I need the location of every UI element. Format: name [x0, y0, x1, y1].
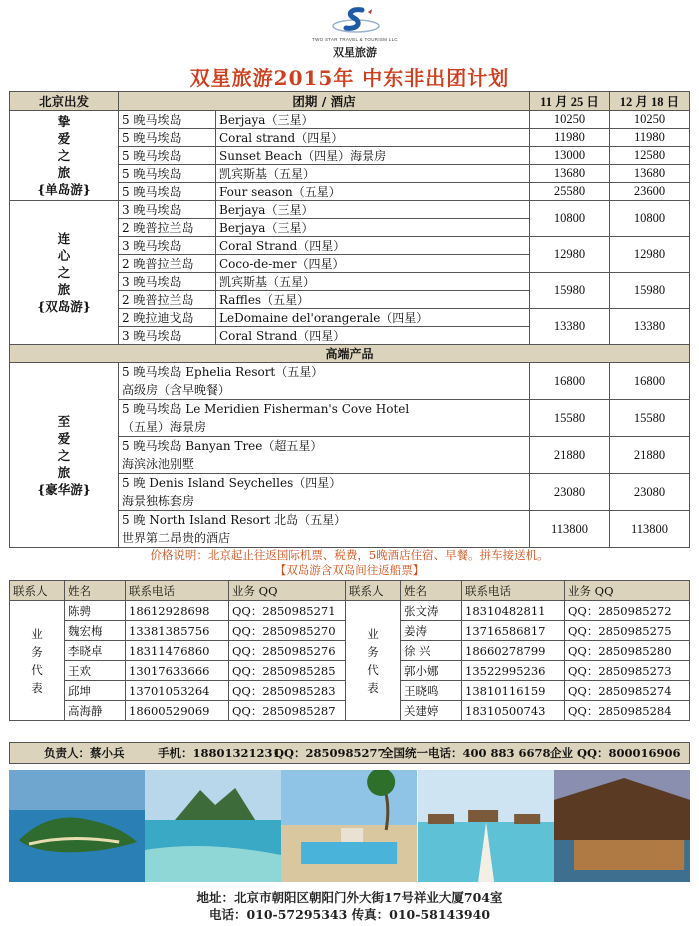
contact-name: 王欢 [65, 661, 126, 681]
price-cell: 12980 [610, 237, 690, 273]
hotel-cell: Coco-de-mer（四星） [216, 255, 530, 273]
nights-cell: 5 晚马埃岛 [119, 165, 216, 183]
header-contact: 联系人 [346, 581, 401, 601]
contact-phone: 18310482811 [462, 601, 565, 621]
hotel-cell: Berjaya（三星） [216, 201, 530, 219]
price-cell: 25580 [530, 183, 610, 201]
rep-label: 业 务 代 表 [346, 601, 401, 721]
schedule-table [9, 91, 690, 548]
contact-qq: QQ：2850985285 [229, 661, 346, 681]
contact-qq: QQ：2850985270 [229, 621, 346, 641]
table-row [10, 201, 690, 219]
price-cell: 13380 [610, 309, 690, 345]
table-row [10, 601, 690, 621]
contact-qq: QQ：2850985274 [565, 681, 690, 701]
photo-strip [9, 770, 690, 882]
nights-cell: 3 晚马埃岛 [119, 273, 216, 291]
contact-qq: QQ：2850985283 [229, 681, 346, 701]
contact-phone: 18612928698 [126, 601, 229, 621]
hotel-description-cell: 5 晚马埃岛 Le Meridien Fisherman's Cove Hotel （五星）海景房 [119, 400, 530, 437]
price-cell: 13000 [530, 147, 610, 165]
price-cell: 13380 [530, 309, 610, 345]
price-cell: 10800 [530, 201, 610, 237]
price-cell: 113800 [610, 511, 690, 548]
nights-cell: 5 晚马埃岛 [119, 129, 216, 147]
contact-qq: QQ：2850985287 [229, 701, 346, 721]
hotel-cell: 凯宾斯基（五星） [216, 165, 530, 183]
overwater-villa-photo [418, 770, 554, 882]
contact-name: 高海静 [65, 701, 126, 721]
nights-cell: 3 晚马埃岛 [119, 237, 216, 255]
price-cell: 16800 [530, 363, 610, 400]
hotel-cell: Four season（五星） [216, 183, 530, 201]
contact-phone: 13810116159 [462, 681, 565, 701]
highend-label: 高端产品 [10, 345, 690, 363]
contact-qq: QQ：2850985272 [565, 601, 690, 621]
page-title: 双星旅游2015年 中东非出团计划 [189, 66, 510, 90]
header-date-2: 12 月 18 日 [610, 92, 690, 111]
table-row [10, 111, 690, 129]
contact-phone: 18660278799 [462, 641, 565, 661]
price-cell: 10250 [530, 111, 610, 129]
price-cell: 11980 [530, 129, 610, 147]
contact-qq: QQ：2850985284 [565, 701, 690, 721]
price-cell: 15980 [530, 273, 610, 309]
sunset-villa-photo [554, 770, 690, 882]
footer-qq: QQ：2850985277 [274, 746, 386, 760]
price-cell: 12980 [530, 237, 610, 273]
price-note-ferry: 【双岛游含双岛间往返船票】 [274, 563, 425, 577]
price-cell: 21880 [530, 437, 610, 474]
hotel-cell: Coral Strand（四星） [216, 327, 530, 345]
price-cell: 11980 [610, 129, 690, 147]
contact-name: 王晓鸣 [401, 681, 462, 701]
nights-cell: 3 晚马埃岛 [119, 327, 216, 345]
footer-mobile: 手机：18801321231 [158, 746, 281, 760]
table-row [10, 363, 690, 400]
hotel-cell: LeDomaine del'orangerale（四星） [216, 309, 530, 327]
nights-cell: 3 晚马埃岛 [119, 201, 216, 219]
price-cell: 23080 [530, 474, 610, 511]
hotel-cell: Sunset Beach（四星）海景房 [216, 147, 530, 165]
header-tour-hotel: 团期 / 酒店 [119, 92, 530, 111]
contact-phone: 13701053264 [126, 681, 229, 701]
hotel-cell: Berjaya（三星） [216, 219, 530, 237]
header-phone: 联系电话 [462, 581, 565, 601]
nights-cell: 5 晚马埃岛 [119, 147, 216, 165]
price-cell: 12580 [610, 147, 690, 165]
schedule-header-row [10, 92, 690, 111]
contact-name: 邱坤 [65, 681, 126, 701]
nights-cell: 2 晚普拉兰岛 [119, 219, 216, 237]
contact-name: 徐 兴 [401, 641, 462, 661]
contact-qq: QQ：2850985271 [229, 601, 346, 621]
price-cell: 13680 [530, 165, 610, 183]
pool-photo [281, 770, 417, 882]
address-block [0, 889, 699, 923]
contact-qq: QQ：2850985276 [229, 641, 346, 661]
hotel-cell: 凯宾斯基（五星） [216, 273, 530, 291]
hotel-cell: Raffles（五星） [216, 291, 530, 309]
contact-qq: QQ：2850985273 [565, 661, 690, 681]
price-cell: 23080 [610, 474, 690, 511]
footer-hotline: 全国统一电话：400 883 6678 [382, 746, 551, 760]
price-notes [0, 548, 699, 578]
contact-name: 魏宏梅 [65, 621, 126, 641]
address-line: 地址：北京市朝阳区朝阳门外大街17号祥业大厦704室 [196, 890, 503, 905]
island-photo [9, 770, 145, 882]
price-note-line: 价格说明：北京起止往返国际机票、税费，5晚酒店住宿、早餐。拼车接送机。 [150, 548, 549, 562]
contact-qq: QQ：2850985275 [565, 621, 690, 641]
hotel-cell: Coral strand（四星） [216, 129, 530, 147]
hotel-description-cell: 5 晚 Denis Island Seychelles（四星） 海景独栋套房 [119, 474, 530, 511]
hotel-description-cell: 5 晚 North Island Resort 北岛（五星） 世界第二昂贵的酒店 [119, 511, 530, 548]
nights-cell: 2 晚拉迪戈岛 [119, 309, 216, 327]
price-cell: 15980 [610, 273, 690, 309]
price-cell: 10800 [610, 201, 690, 237]
header-departure: 北京出发 [10, 92, 119, 111]
group-label-single-island: 挚 爱 之 旅 {单岛游} [10, 111, 119, 201]
contact-phone: 13017633666 [126, 661, 229, 681]
price-cell: 15580 [530, 400, 610, 437]
price-cell: 13680 [610, 165, 690, 183]
header-phone: 联系电话 [126, 581, 229, 601]
hotel-cell: Coral Strand（四星） [216, 237, 530, 255]
contact-phone: 13716586817 [462, 621, 565, 641]
contact-phone: 13522995236 [462, 661, 565, 681]
lagoon-photo [145, 770, 281, 882]
phone-fax-line: 电话：010-57295343 传真：010-58143940 [208, 907, 491, 922]
logo-english-name: TWO STAR TRAVEL & TOURISM LLC [312, 37, 398, 42]
footer-contact-bar [9, 742, 690, 764]
header-qq: 业务 QQ [229, 581, 346, 601]
nights-cell: 5 晚马埃岛 [119, 183, 216, 201]
contact-phone: 18600529069 [126, 701, 229, 721]
price-cell: 23600 [610, 183, 690, 201]
contact-name: 郭小娜 [401, 661, 462, 681]
nights-cell: 2 晚普拉兰岛 [119, 291, 216, 309]
price-cell: 113800 [530, 511, 610, 548]
group-label-luxury: 至 爱 之 旅 {豪华游} [10, 363, 119, 548]
contacts-header-row [10, 581, 690, 601]
hotel-description-cell: 5 晚马埃岛 Banyan Tree（超五星） 海滨泳池别墅 [119, 437, 530, 474]
contacts-table [9, 580, 690, 721]
nights-cell: 5 晚马埃岛 [119, 111, 216, 129]
logo-swirl-icon [332, 6, 380, 38]
contact-name: 张文涛 [401, 601, 462, 621]
logo-chinese-name: 双星旅游 [333, 46, 377, 59]
contact-name: 姜涛 [401, 621, 462, 641]
nights-cell: 2 晚普拉兰岛 [119, 255, 216, 273]
contact-qq: QQ：2850985280 [565, 641, 690, 661]
footer-manager: 负责人：蔡小兵 [44, 746, 125, 760]
price-cell: 21880 [610, 437, 690, 474]
price-cell: 10250 [610, 111, 690, 129]
header-date-1: 11 月 25 日 [530, 92, 610, 111]
rep-label: 业 务 代 表 [10, 601, 65, 721]
contact-name: 陈骋 [65, 601, 126, 621]
price-cell: 15580 [610, 400, 690, 437]
contact-phone: 18310500743 [462, 701, 565, 721]
contact-name: 关建婷 [401, 701, 462, 721]
hotel-description-cell: 5 晚马埃岛 Ephelia Resort（五星） 高级房（含早晚餐） [119, 363, 530, 400]
header-qq: 业务 QQ [565, 581, 690, 601]
header-contact: 联系人 [10, 581, 65, 601]
footer-company-qq: 企业 QQ：800016906 [550, 746, 681, 760]
contact-name: 李晓卓 [65, 641, 126, 661]
highend-section-row [10, 345, 690, 363]
header-name: 姓名 [65, 581, 126, 601]
group-label-double-island: 连 心 之 旅 {双岛游} [10, 201, 119, 345]
header-name: 姓名 [401, 581, 462, 601]
contact-phone: 13381385756 [126, 621, 229, 641]
hotel-cell: Berjaya（三星） [216, 111, 530, 129]
contact-phone: 18311476860 [126, 641, 229, 661]
price-cell: 16800 [610, 363, 690, 400]
company-logo [310, 6, 400, 58]
